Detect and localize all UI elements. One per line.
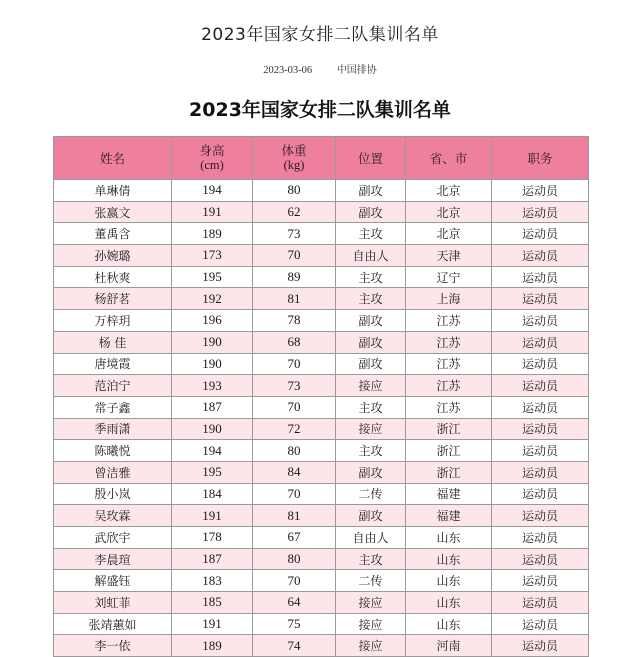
- table-row: [54, 266, 589, 288]
- cell-height: 196: [172, 310, 253, 332]
- cell-position: 接应: [336, 375, 406, 397]
- cell-height: 190: [172, 331, 253, 353]
- cell-height: 183: [172, 570, 253, 592]
- cell-role: 运动员: [492, 353, 589, 375]
- header-position: 位置: [336, 137, 406, 180]
- cell-height: 194: [172, 180, 253, 202]
- cell-position: 副攻: [336, 201, 406, 223]
- table-title: 2023年国家女排二队集训名单: [189, 99, 451, 121]
- cell-height: 173: [172, 245, 253, 267]
- cell-name: 孙婉璐: [54, 245, 172, 267]
- cell-height: 187: [172, 396, 253, 418]
- cell-region: 北京: [406, 201, 492, 223]
- cell-position: 副攻: [336, 310, 406, 332]
- cell-weight: 68: [253, 331, 336, 353]
- cell-region: 山东: [406, 548, 492, 570]
- table-row: [54, 483, 589, 505]
- table-row: [54, 461, 589, 483]
- cell-position: 主攻: [336, 288, 406, 310]
- cell-weight: 70: [253, 483, 336, 505]
- cell-position: 主攻: [336, 396, 406, 418]
- cell-height: 191: [172, 613, 253, 635]
- cell-role: 运动员: [492, 201, 589, 223]
- cell-position: 主攻: [336, 223, 406, 245]
- cell-name: 曾洁雅: [54, 461, 172, 483]
- cell-weight: 74: [253, 635, 336, 657]
- cell-region: 山东: [406, 570, 492, 592]
- cell-name: 杨 佳: [54, 331, 172, 353]
- cell-region: 福建: [406, 505, 492, 527]
- cell-weight: 62: [253, 201, 336, 223]
- cell-height: 194: [172, 440, 253, 462]
- cell-name: 吴玫霖: [54, 505, 172, 527]
- publish-source: 中国排协: [336, 65, 377, 76]
- cell-role: 运动员: [492, 331, 589, 353]
- table-row: [54, 201, 589, 223]
- cell-position: 副攻: [336, 353, 406, 375]
- cell-position: 副攻: [336, 505, 406, 527]
- header-region: 省、市: [406, 137, 492, 180]
- table-row: [54, 418, 589, 440]
- cell-weight: 80: [253, 180, 336, 202]
- table-row: [54, 527, 589, 549]
- table-row: [54, 548, 589, 570]
- cell-weight: 73: [253, 375, 336, 397]
- cell-position: 主攻: [336, 548, 406, 570]
- cell-position: 副攻: [336, 331, 406, 353]
- table-row: [54, 180, 589, 202]
- cell-region: 天津: [406, 245, 492, 267]
- publish-date: 2023-03-06: [263, 65, 313, 76]
- cell-role: 运动员: [492, 266, 589, 288]
- cell-position: 主攻: [336, 440, 406, 462]
- cell-region: 山东: [406, 592, 492, 614]
- cell-position: 接应: [336, 635, 406, 657]
- cell-region: 浙江: [406, 418, 492, 440]
- cell-weight: 81: [253, 288, 336, 310]
- cell-region: 江苏: [406, 310, 492, 332]
- cell-region: 河南: [406, 635, 492, 657]
- cell-weight: 80: [253, 440, 336, 462]
- cell-weight: 84: [253, 461, 336, 483]
- cell-name: 常子鑫: [54, 396, 172, 418]
- cell-role: 运动员: [492, 461, 589, 483]
- cell-position: 自由人: [336, 245, 406, 267]
- cell-height: 190: [172, 353, 253, 375]
- cell-role: 运动员: [492, 396, 589, 418]
- cell-weight: 80: [253, 548, 336, 570]
- cell-name: 唐境霞: [54, 353, 172, 375]
- cell-role: 运动员: [492, 483, 589, 505]
- header-height: 身高 (cm): [172, 137, 253, 180]
- cell-height: 191: [172, 505, 253, 527]
- cell-role: 运动员: [492, 570, 589, 592]
- cell-region: 江苏: [406, 353, 492, 375]
- cell-weight: 70: [253, 245, 336, 267]
- cell-height: 190: [172, 418, 253, 440]
- table-row: [54, 613, 589, 635]
- cell-role: 运动员: [492, 245, 589, 267]
- cell-position: 接应: [336, 592, 406, 614]
- cell-name: 李一依: [54, 635, 172, 657]
- cell-region: 浙江: [406, 440, 492, 462]
- cell-role: 运动员: [492, 180, 589, 202]
- cell-weight: 70: [253, 353, 336, 375]
- cell-weight: 70: [253, 396, 336, 418]
- article-title: 2023年国家女排二队集训名单: [201, 25, 439, 45]
- table-row: [54, 245, 589, 267]
- cell-role: 运动员: [492, 288, 589, 310]
- table-row: [54, 505, 589, 527]
- table-row: [54, 375, 589, 397]
- cell-name: 陈曦悦: [54, 440, 172, 462]
- cell-height: 192: [172, 288, 253, 310]
- cell-region: 浙江: [406, 461, 492, 483]
- cell-position: 副攻: [336, 461, 406, 483]
- cell-height: 189: [172, 635, 253, 657]
- cell-role: 运动员: [492, 613, 589, 635]
- cell-height: 184: [172, 483, 253, 505]
- cell-role: 运动员: [492, 635, 589, 657]
- cell-height: 185: [172, 592, 253, 614]
- cell-name: 范泊宁: [54, 375, 172, 397]
- cell-position: 副攻: [336, 180, 406, 202]
- cell-role: 运动员: [492, 375, 589, 397]
- cell-role: 运动员: [492, 548, 589, 570]
- cell-weight: 64: [253, 592, 336, 614]
- table-row: [54, 288, 589, 310]
- cell-region: 辽宁: [406, 266, 492, 288]
- cell-name: 董禹含: [54, 223, 172, 245]
- cell-role: 运动员: [492, 592, 589, 614]
- cell-name: 张靖蕙如: [54, 613, 172, 635]
- cell-role: 运动员: [492, 527, 589, 549]
- table-row: [54, 396, 589, 418]
- cell-weight: 75: [253, 613, 336, 635]
- cell-region: 江苏: [406, 396, 492, 418]
- cell-name: 刘虹菲: [54, 592, 172, 614]
- table-header-row: [54, 137, 589, 180]
- cell-weight: 70: [253, 570, 336, 592]
- cell-height: 195: [172, 266, 253, 288]
- cell-region: 江苏: [406, 331, 492, 353]
- cell-height: 193: [172, 375, 253, 397]
- cell-name: 杨舒茗: [54, 288, 172, 310]
- cell-position: 接应: [336, 613, 406, 635]
- cell-name: 李晨瑄: [54, 548, 172, 570]
- cell-height: 189: [172, 223, 253, 245]
- cell-weight: 89: [253, 266, 336, 288]
- cell-region: 山东: [406, 613, 492, 635]
- cell-name: 解盛钰: [54, 570, 172, 592]
- cell-region: 北京: [406, 223, 492, 245]
- cell-height: 178: [172, 527, 253, 549]
- cell-weight: 78: [253, 310, 336, 332]
- cell-name: 单琳倩: [54, 180, 172, 202]
- cell-weight: 72: [253, 418, 336, 440]
- cell-position: 二传: [336, 570, 406, 592]
- cell-region: 山东: [406, 527, 492, 549]
- cell-role: 运动员: [492, 223, 589, 245]
- table-row: [54, 310, 589, 332]
- cell-height: 191: [172, 201, 253, 223]
- table-row: [54, 635, 589, 657]
- header-name: 姓名: [54, 137, 172, 180]
- cell-name: 杜秋爽: [54, 266, 172, 288]
- cell-region: 上海: [406, 288, 492, 310]
- header-weight: 体重 (kg): [253, 137, 336, 180]
- header-role: 职务: [492, 137, 589, 180]
- cell-weight: 67: [253, 527, 336, 549]
- cell-role: 运动员: [492, 418, 589, 440]
- cell-name: 殷小岚: [54, 483, 172, 505]
- cell-name: 季雨潇: [54, 418, 172, 440]
- table-row: [54, 440, 589, 462]
- cell-role: 运动员: [492, 310, 589, 332]
- cell-name: 万梓玥: [54, 310, 172, 332]
- cell-region: 江苏: [406, 375, 492, 397]
- cell-name: 张嬴文: [54, 201, 172, 223]
- cell-name: 武欣宇: [54, 527, 172, 549]
- roster-body: [54, 180, 589, 657]
- table-row: [54, 331, 589, 353]
- table-row: [54, 592, 589, 614]
- table-row: [54, 570, 589, 592]
- article-meta: [0, 61, 640, 76]
- cell-weight: 73: [253, 223, 336, 245]
- table-row: [54, 353, 589, 375]
- cell-height: 187: [172, 548, 253, 570]
- roster-table: [53, 136, 589, 657]
- cell-position: 自由人: [336, 527, 406, 549]
- cell-position: 接应: [336, 418, 406, 440]
- cell-position: 主攻: [336, 266, 406, 288]
- cell-role: 运动员: [492, 505, 589, 527]
- table-row: [54, 223, 589, 245]
- cell-region: 福建: [406, 483, 492, 505]
- cell-weight: 81: [253, 505, 336, 527]
- cell-height: 195: [172, 461, 253, 483]
- cell-position: 二传: [336, 483, 406, 505]
- cell-role: 运动员: [492, 440, 589, 462]
- cell-region: 北京: [406, 180, 492, 202]
